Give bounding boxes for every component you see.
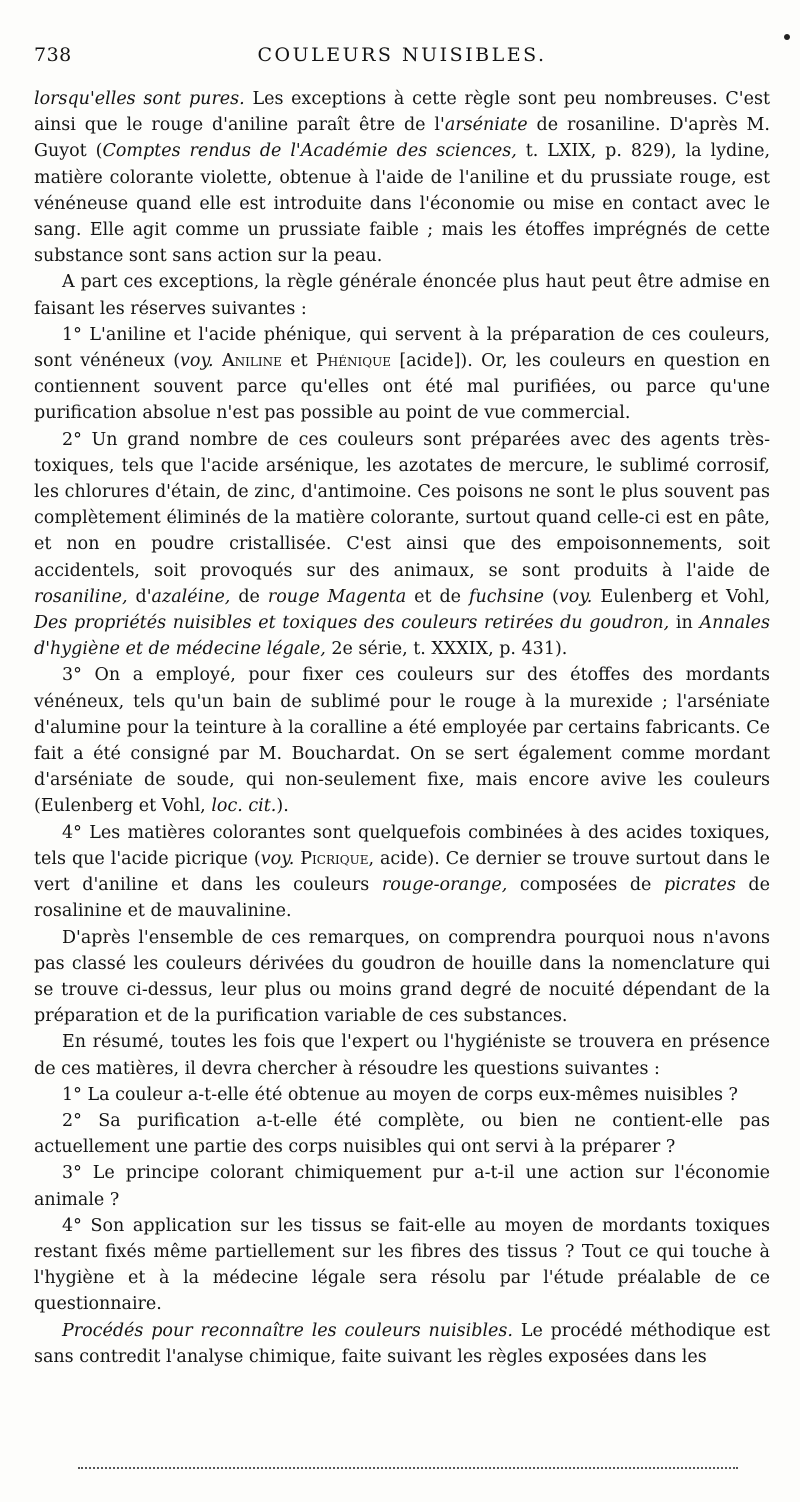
paragraph-point-3: 3° On a employé, pour fixer ces couleurs sur des étoffes des mordants vénéneux, tels qu'un bain de sublimé pour le rouge à la murexide ; l'arséniate d'alumine pour la teinture à la coralline a été employée par certains fabricants. Ce fait a été consigné par M. Bouchardat. On se sert également comme mordant d'arséniate de soude, qui non-seulement fixe, mais encore avive les couleurs (Eulenberg et Vohl, loc. cit.).	[34, 665, 770, 817]
paragraph-exceptions: lorsqu'elles sont pures. Les exceptions à cette règle sont peu nombreuses. C'est ainsi que le rouge d'aniline paraît être de l'arséniate de rosaniline. D'après M. Guyot (Comptes rendus de l'Académie des sciences, t. LXIX, p. 829), la lydine, matière colorante violette, obtenue à l'aide de l'aniline et du prussiate rouge, est vénéneuse quand elle est introduite dans l'économie ou mise en contact avec le sang. Elle agit comme un prussiate faible ; mais les étoffes imprégnés de cette substance sont sans action sur la peau.	[34, 89, 771, 267]
paragraph-point-2: 2° Un grand nombre de ces couleurs sont préparées avec des agents très-toxiques, tels que l'acide arsénique, les azotates de mercure, le sublimé corrosif, les chlorures d'étain, de zinc, d'antimoine. Ces poisons ne sont le plus souvent pas complètement éliminés de la matière colorante, surtout quand celle-ci est en pâte, et non en poudre cristallisée. C'est ainsi que des empoisonnements, soit accidentels, soit provoqués sur des animaux, se sont produits à l'aide de rosaniline, d'azaléine, de rouge Magenta et de fuchsine (voy. Eulenberg et Vohl, Des propriétés nuisibles et toxiques des couleurs retirées du goudron, in Annales d'hygiène et de médecine légale, 2e série, t. XXXIX, p. 431).	[34, 429, 771, 660]
running-title: COULEURS NUISIBLES.	[257, 44, 547, 66]
page-header	[34, 44, 770, 76]
question-2: 2° Sa purification a-t-elle été complète, ou bien ne contient-elle pas actuellement une partie des corps nuisibles qui ont servi à la préparer ?	[34, 1110, 770, 1158]
page-body	[34, 86, 770, 1370]
question-1: 1° La couleur a-t-elle été obtenue au moyen de corps eux-mêmes nuisibles ?	[62, 1084, 738, 1105]
paragraph-procedures: Procédés pour reconnaître les couleurs nuisibles. Le procédé méthodique est sans contredit l'analyse chimique, faite suivant les règles exposées dans les	[34, 1320, 770, 1367]
paragraph-point-1: 1° L'aniline et l'acide phénique, qui servent à la préparation de ces couleurs, sont vénéneux (voy. Aniline et Phénique [acide]). Or, les couleurs en question en contiennent souvent parce qu'elles ont été mal purifiées, ou parce qu'une purification absolue n'est pas possible au point de vue commercial.	[34, 324, 771, 424]
paragraph-remarks: D'après l'ensemble de ces remarques, on comprendra pourquoi nous n'avons pas classé les couleurs dérivées du goudron de houille dans la nomenclature qui se trouve ci-dessus, leur plus ou moins grand degré de nocuité dépendant de la préparation et de la purification variable de ces substances.	[34, 927, 770, 1027]
page-number: 738	[34, 44, 72, 66]
question-3: 3° Le principe colorant chimiquement pur a-t-il une action sur l'économie animale ?	[34, 1163, 770, 1210]
footer-dotted-rule	[78, 1467, 738, 1469]
paragraph-general-rule: A part ces exceptions, la règle générale énoncée plus haut peut être admise en faisant les réserves suivantes :	[34, 272, 770, 319]
paragraph-summary: En résumé, toutes les fois que l'expert ou l'hygiéniste se trouvera en présence de ces matières, il devra chercher à résoudre les questions suivantes :	[34, 1032, 770, 1079]
ink-dot	[784, 34, 790, 40]
question-4: 4° Son application sur les tissus se fait-elle au moyen de mordants toxiques restant fixés même partiellement sur les fibres des tissus ? Tout ce qui touche à l'hygiène et à la médecine légale sera résolu par l'étude préalable de ce questionnaire.	[34, 1215, 770, 1315]
paragraph-point-4: 4° Les matières colorantes sont quelquefois combinées à des acides toxiques, tels que l'acide picrique (voy. Picrique, acide). Ce dernier se trouve surtout dans le vert d'aniline et dans les couleurs rouge-orange, composées de picrates de rosalinine et de mauvalinine.	[34, 822, 770, 922]
